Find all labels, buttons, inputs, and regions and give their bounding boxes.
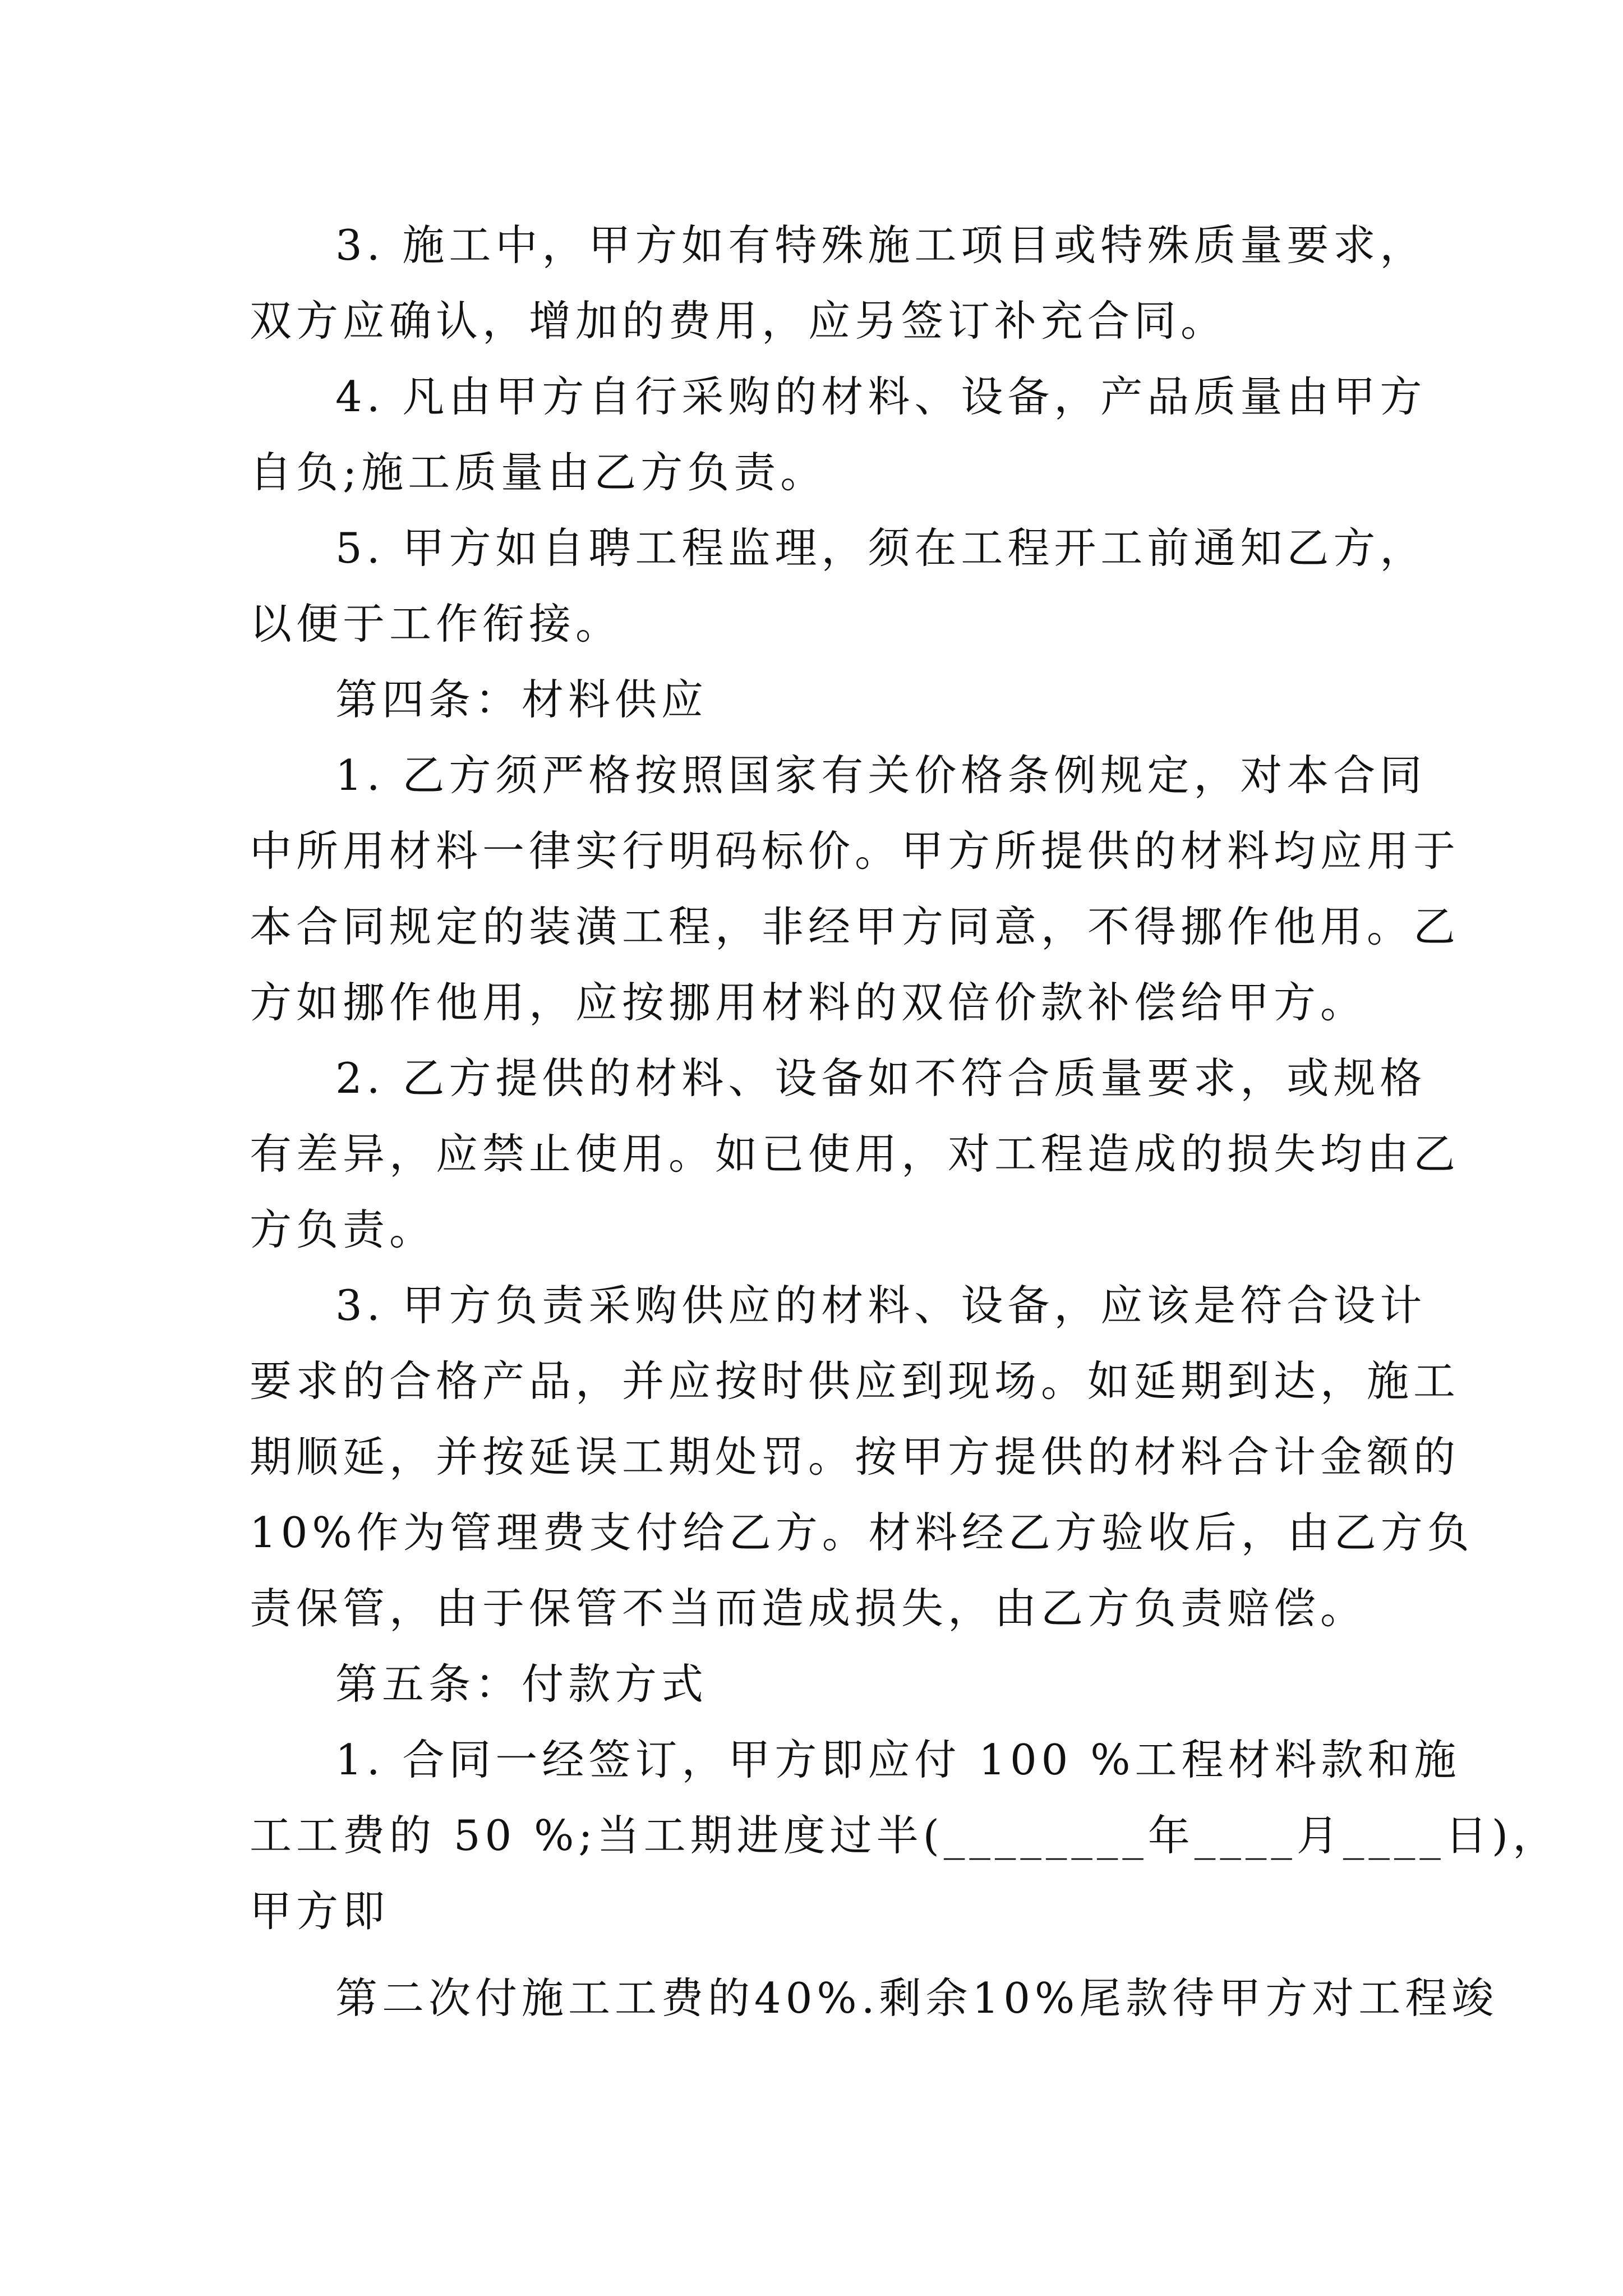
- article-4-item-1-line-1: 1. 乙方须严格按照国家有关价格条例规定，对本合同: [335, 751, 1427, 800]
- article-4-item-2-line-2: 有差异，应禁止使用。如已使用，对工程造成的损失均由乙: [250, 1129, 1460, 1179]
- paragraph-3-line-1: 3. 施工中，甲方如有特殊施工项目或特殊质量要求，: [335, 220, 1427, 270]
- article-4-item-3-line-5: 责保管，由于保管不当而造成损失，由乙方负责赔偿。: [250, 1584, 1367, 1633]
- article-4-item-1-line-2: 中所用材料一律实行明码标价。甲方所提供的材料均应用于: [250, 826, 1460, 876]
- article-5-item-1-line-3: 甲方即: [250, 1887, 390, 1936]
- article-4-item-3-line-4: 10%作为管理费支付给乙方。材料经乙方验收后，由乙方负: [250, 1508, 1474, 1557]
- article-5-item-2-line-1: 第二次付施工工费的40%.剩余10%尾款待甲方对工程竣: [335, 1973, 1498, 2023]
- paragraph-5-line-2: 以便于工作衔接。: [250, 599, 623, 648]
- article-5-item-1-line-1: 1. 合同一经签订，甲方即应付 100 %工程材料款和施: [335, 1735, 1461, 1784]
- paragraph-4-line-2: 自负;施工质量由乙方负责。: [250, 448, 827, 497]
- article-4-heading: 第四条：材料供应: [335, 675, 708, 724]
- article-4-item-3-line-1: 3. 甲方负责采购供应的材料、设备，应该是符合设计: [335, 1281, 1427, 1330]
- paragraph-5-line-1: 5. 甲方如自聘工程监理，须在工程开工前通知乙方，: [335, 523, 1427, 573]
- article-4-item-3-line-2: 要求的合格产品，并应按时供应到现场。如延期到达，施工: [250, 1356, 1460, 1406]
- article-4-item-1-line-3: 本合同规定的装潢工程，非经甲方同意，不得挪作他用。乙: [250, 902, 1460, 951]
- article-4-item-1-line-4: 方如挪作他用，应按挪用材料的双倍价款补偿给甲方。: [250, 978, 1367, 1027]
- article-4-item-2-line-3: 方负责。: [250, 1205, 436, 1254]
- article-4-item-3-line-3: 期顺延，并按延误工期处罚。按甲方提供的材料合计金额的: [250, 1432, 1460, 1481]
- paragraph-4-line-1: 4. 凡由甲方自行采购的材料、设备，产品质量由甲方: [335, 372, 1427, 421]
- article-5-heading: 第五条：付款方式: [335, 1659, 708, 1709]
- article-4-item-2-line-1: 2. 乙方提供的材料、设备如不符合质量要求，或规格: [335, 1053, 1427, 1103]
- paragraph-3-line-2: 双方应确认，增加的费用，应另签订补充合同。: [250, 296, 1228, 346]
- article-5-item-1-line-2: 工工费的 50 %;当工期进度过半(________年____月____日)，: [250, 1811, 1560, 1860]
